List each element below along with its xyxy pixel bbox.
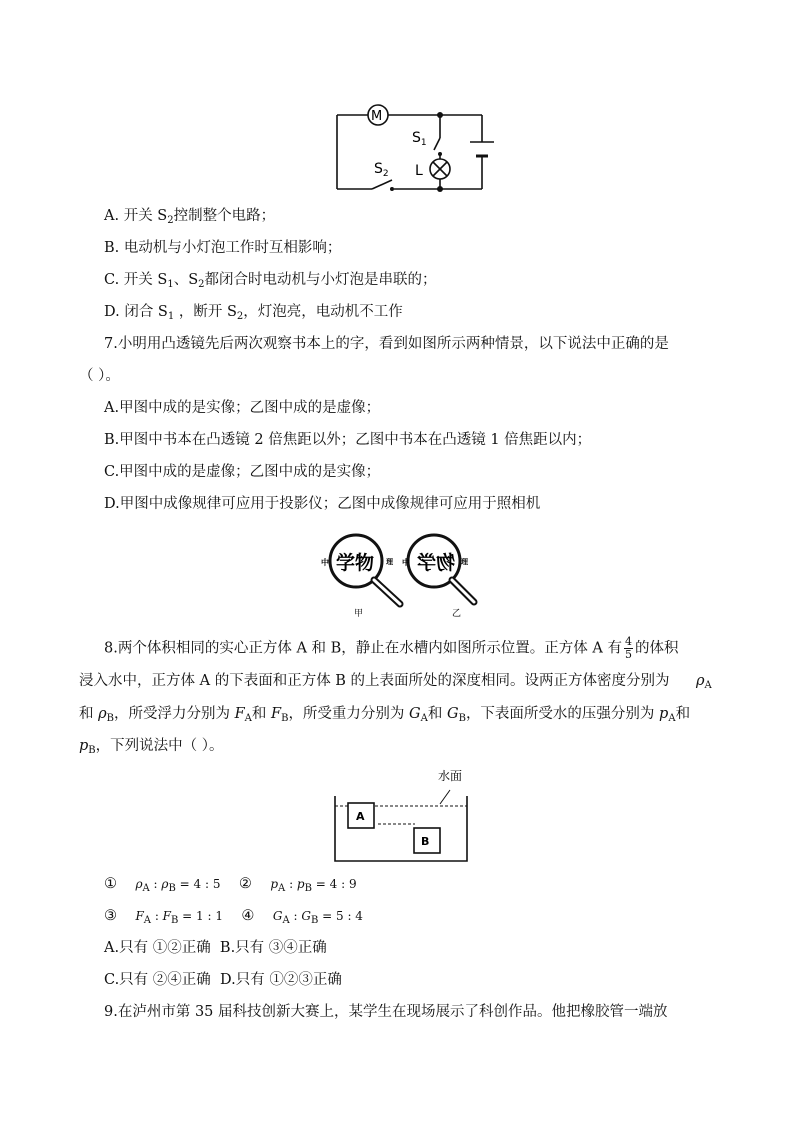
- q9-stem: 9.在泸州市第 35 届科技创新大赛上，某学生在现场展示了科创作品。他把橡胶管一端放: [104, 1004, 668, 1020]
- q7-option-d: D.甲图中成像规律可应用于投影仪；乙图中成像规律可应用于照相机: [104, 496, 541, 512]
- q8-stem-line1: 8.两个体积相同的实心正方体 A 和 B，静止在水槽内如图所示位置。正方体 A 有 $\frac{4}{5}$ 的体积: [104, 635, 679, 661]
- q8-stem-line2: 浸入水中，正方体 A 的下表面和正方体 B 的上表面所处的深度相同。设两正方体密度分别为: [79, 673, 670, 689]
- cube-a-label: A: [356, 810, 365, 823]
- left-caption: 甲: [354, 609, 364, 619]
- q6-option-a: A. 开关 $S_2$控制整个电路；: [104, 208, 276, 226]
- q7-stem-line2: （ ）。: [79, 368, 120, 384]
- q6-option-c: C. 开关 $S_1$、$S_2$都闭合时电动机与小灯泡是串联的；: [104, 272, 437, 290]
- right-lens-text: 物学: [416, 552, 455, 574]
- lamp-label: L: [415, 163, 423, 179]
- q7-option-c: C.甲图中成的是虚像；乙图中成的是实像；: [104, 464, 381, 480]
- water-surface-label: 水面: [438, 769, 463, 783]
- motor-label: M: [371, 109, 383, 124]
- left-lens-text: 学物: [336, 552, 375, 574]
- q8-stem-line3: 和 $\rho_B$，所受浮力分别为 $F_A$和 $F_B$，所受重力分别为 $G_A$和 $G_B$，下表面所受水的压强分别为 $p_A$和: [79, 706, 691, 724]
- left-small-char: 中: [321, 558, 329, 567]
- rho-a-symbol: $\rho_A$: [696, 673, 712, 691]
- q8-option-d: D.只有 ①②③正确: [220, 972, 342, 988]
- q7-option-a: A.甲图中成的是实像；乙图中成的是虚像；: [104, 400, 381, 416]
- magnifier-figure: [318, 528, 478, 622]
- right-small-char: 中: [402, 558, 410, 567]
- circuit-diagram: [330, 100, 500, 200]
- q8-statements-row2: ③ $F_A$ : $F_B = 1$ : 1 ④ $G_A$ : $G_B = 5$ : 4: [104, 908, 363, 926]
- q8-statements-row1: ① $\rho_A$ : $\rho_B = 4$ : 5 ② $p_A$ : $p_B = 4$ : 9: [104, 876, 357, 894]
- left-right-char: 理: [386, 558, 393, 566]
- fraction-four-fifths: $\frac{4}{5}$: [624, 635, 632, 661]
- q7-option-b: B.甲图中书本在凸透镜 2 倍焦距以外；乙图中书本在凸透镜 1 倍焦距以内；: [104, 432, 592, 448]
- right-caption: 乙: [452, 609, 462, 619]
- q8-options-row2: [104, 970, 342, 990]
- q8-option-b: B.只有 ③④正确: [219, 940, 327, 956]
- s1-label: $S_1$: [412, 130, 427, 148]
- right-right-char: 理: [461, 558, 468, 566]
- cube-b-label: B: [421, 835, 430, 848]
- q8-option-c: C.只有 ②④正确: [104, 972, 211, 988]
- water-tank-figure: [330, 766, 500, 866]
- q8-options-row1: [104, 938, 327, 958]
- q8-option-a: A.只有 ①②正确: [104, 940, 211, 956]
- s2-label: $S_2$: [374, 161, 389, 179]
- q8-stem-line4: $p_B$，下列说法中（ ）。: [79, 738, 224, 756]
- q7-stem-line1: 7.小明用凸透镜先后两次观察书本上的字，看到如图所示两种情景，以下说法中正确的是: [104, 336, 669, 352]
- q6-option-b: B. 电动机与小灯泡工作时互相影响；: [104, 240, 342, 256]
- q6-option-d: D. 闭合 $S_1$ ，断开 $S_2$，灯泡亮，电动机不工作: [104, 304, 403, 322]
